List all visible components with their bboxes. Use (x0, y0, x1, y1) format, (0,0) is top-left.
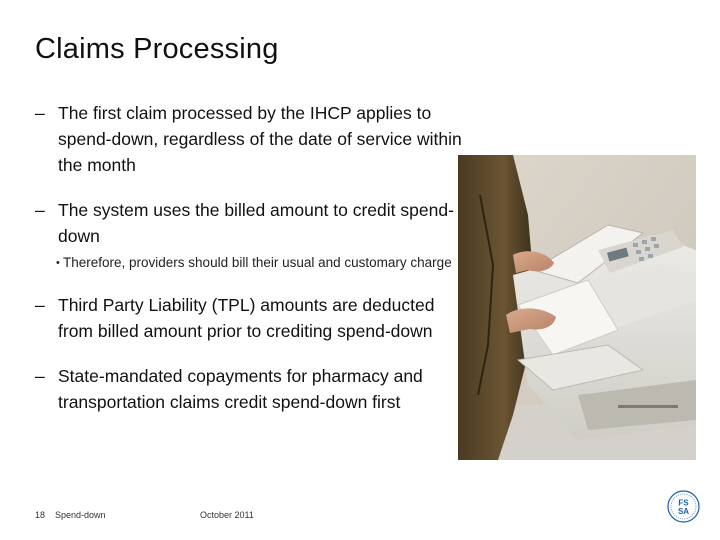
sub-bullet-text: Therefore, providers should bill their usual and customary charge (63, 255, 452, 270)
bullet-dash: – (35, 200, 45, 220)
footer-page-number: 18 (35, 510, 46, 520)
slide-title: Claims Processing (35, 33, 279, 65)
bullet-text: The system uses the billed amount to credit spend-down (58, 200, 454, 246)
bullet-dash: – (35, 366, 45, 386)
bullet-item (35, 292, 465, 344)
bullet-item (35, 363, 465, 415)
bullet-item (35, 100, 465, 178)
bullet-dash: – (35, 295, 45, 315)
bullet-text: State-mandated copayments for pharmacy and transportation claims credit spend-down first (58, 366, 423, 412)
bullet-text: Third Party Liability (TPL) amounts are deducted from billed amount prior to crediting spend-down (58, 295, 435, 341)
fax-machine-photo (458, 155, 696, 460)
svg-text:SA: SA (677, 507, 690, 516)
sub-bullet-dot: • (56, 257, 60, 269)
fssa-logo-icon (667, 490, 700, 523)
bullet-text: The first claim processed by the IHCP applies to spend-down, regardless of the date of service within the month (58, 103, 462, 175)
footer-date: October 2011 (200, 510, 254, 520)
bullet-list (35, 100, 465, 415)
sub-bullet-item (35, 253, 465, 273)
svg-text:FS: FS (678, 498, 689, 508)
footer-topic: Spend-down (55, 510, 106, 520)
bullet-item (35, 197, 465, 249)
bullet-dash: – (35, 103, 45, 123)
